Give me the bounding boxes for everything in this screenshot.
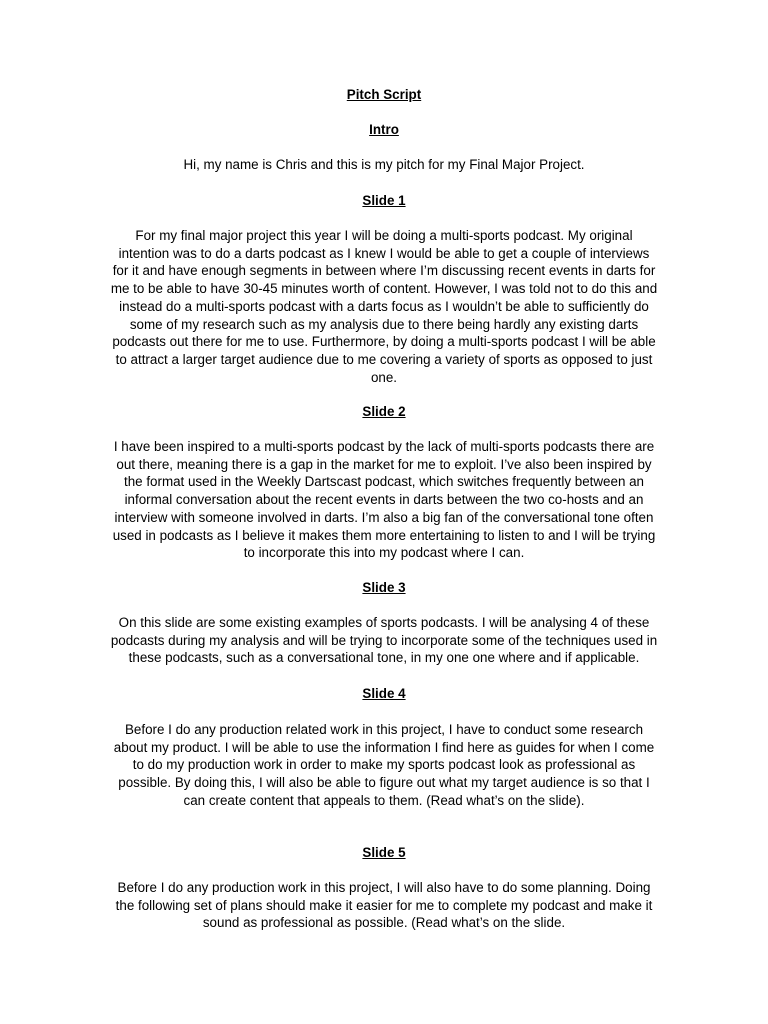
slide-4-line: to do my production work in order to make my sports podcast look as professional as — [132, 757, 636, 773]
slide-4-heading: Slide 4 — [362, 686, 406, 701]
slide-5-line: Before I do any production work in this project, I will also have to do some planning. Doing — [117, 880, 651, 895]
page-title: Pitch Script — [346, 87, 422, 102]
slide-2-line: informal conversation about the recent events in darts between the two co-hosts and an — [124, 492, 644, 508]
slide-2-line: out there, meaning there is a gap in the market for me to exploit. I’ve also been inspired by — [116, 456, 652, 472]
slide-4-line: can create content that appeals to them. (Read what’s on the slide). — [183, 792, 585, 808]
slide-5-line: the following set of plans should make it easier for me to complete my podcast and make it — [115, 897, 653, 913]
slide-1-line: intention was to do a darts podcast as I knew I would be able to get a couple of interviews — [118, 245, 650, 261]
slide-3-line: these podcasts, such as a conversational tone, in my one one where and if applicable. — [128, 650, 640, 666]
slide-1-line: For my final major project this year I will be doing a multi-sports podcast. My original — [135, 228, 633, 243]
intro-line: Hi, my name is Chris and this is my pitch for my Final Major Project. — [183, 157, 585, 172]
slide-1-line: some of my research such as my analysis due to there being hardly any existing darts — [129, 316, 639, 332]
slide-2-heading: Slide 2 — [362, 404, 406, 419]
slide-5-line: sound as professional as possible. (Read what’s on the slide. — [202, 915, 566, 931]
slide-1-line: me to be able to have 30-45 minutes worth of content. However, I was told not to do this and — [110, 281, 658, 297]
slide-1-heading: Slide 1 — [362, 193, 406, 208]
slide-4-line: about my product. I will be able to use the information I find here as guides for when I come — [113, 739, 655, 755]
slide-1-line: podcasts out there for me to use. Furthermore, by doing a multi-sports podcast I will be able — [112, 334, 656, 350]
slide-2-line: the format used in the Weekly Dartscast podcast, which switches frequently between an — [123, 474, 645, 490]
slide-5-heading: Slide 5 — [362, 845, 406, 860]
slide-1-line: one. — [370, 369, 398, 385]
slide-2-line: to incorporate this into my podcast where I can. — [243, 545, 525, 561]
slide-4-line: possible. By doing this, I will also be able to figure out what my target audience is so that I — [118, 775, 650, 791]
slide-2-line: I have been inspired to a multi-sports podcast by the lack of multi-sports podcasts there are — [113, 439, 655, 454]
slide-3-heading: Slide 3 — [362, 580, 406, 595]
slide-4-line: Before I do any production related work in this project, I have to conduct some research — [124, 722, 644, 737]
slide-1-line: for it and have enough segments in between where I’m discussing recent events in darts for — [112, 263, 656, 279]
slide-2-line: used in podcasts as I believe it makes them more entertaining to listen to and I will be trying — [112, 527, 656, 543]
slide-1-line: instead do a multi-sports podcast with a darts focus as I wouldn’t be able to sufficiently do — [119, 298, 649, 314]
slide-3-line: On this slide are some existing examples of sports podcasts. I will be analysing 4 of these — [118, 615, 650, 630]
slide-3-line: podcasts during my analysis and will be trying to incorporate some of the techniques used in — [110, 632, 658, 648]
slide-2-line: interview with someone involved in darts. I’m also a big fan of the conversational tone often — [114, 509, 654, 525]
slide-1-line: to attract a larger target audience due to me covering a variety of sports as opposed to just — [115, 351, 653, 367]
intro-heading: Intro — [369, 122, 399, 137]
